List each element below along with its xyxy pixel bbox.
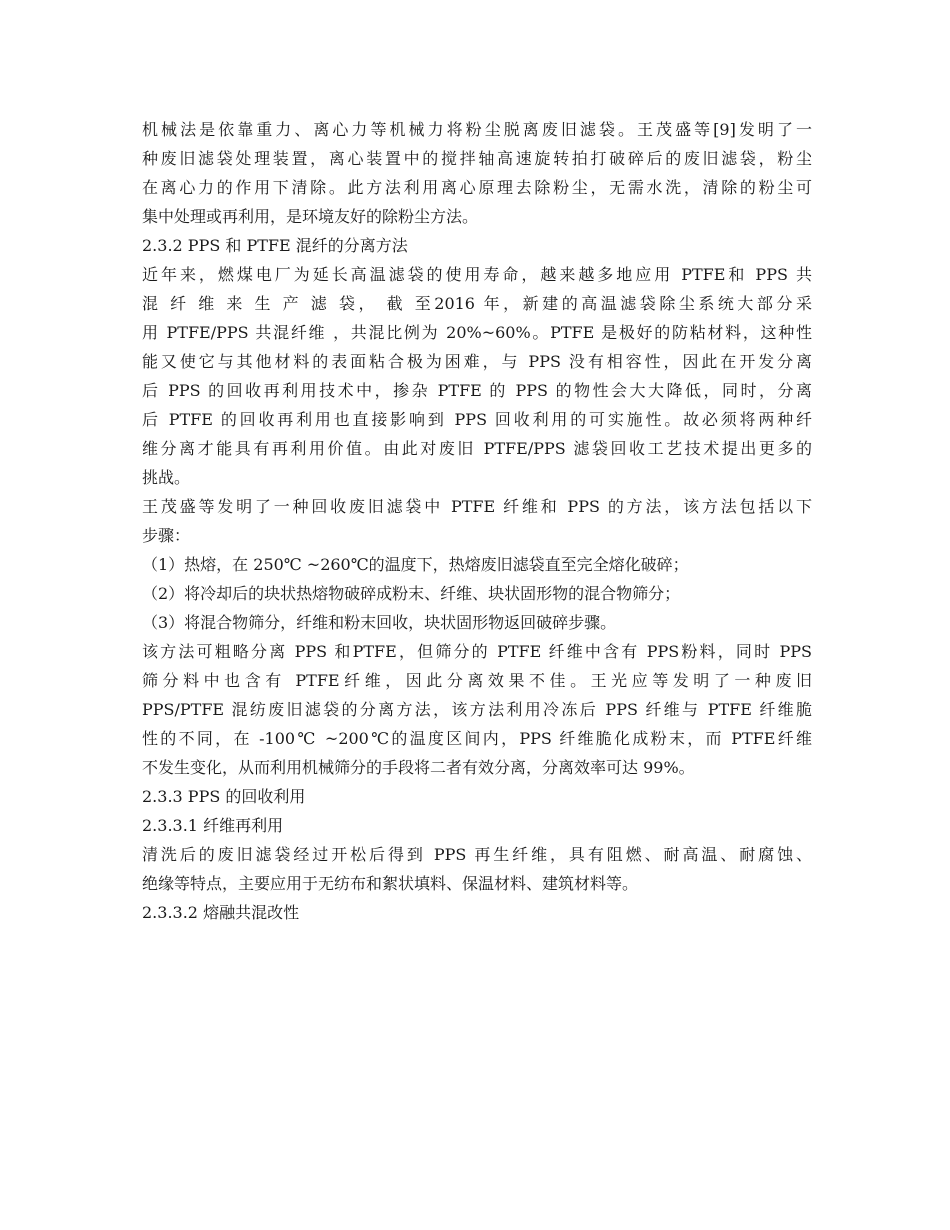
text-line: 清洗后的废旧滤袋经过开松后得到 PPS 再生纤维，具有阻燃、耐高温、耐腐蚀、 <box>142 845 812 864</box>
text-line: PPS/PTFE 混纺废旧滤袋的分离方法，该方法利用冷冻后 PPS 纤维与 PTFE 纤维脆 <box>142 700 812 719</box>
text-line: （3）将混合物筛分，纤维和粉末回收，块状固形物返回破碎步骤。 <box>142 613 617 632</box>
text-line: 集中处理或再利用，是环境友好的除粉尘方法。 <box>142 207 479 226</box>
text-line: 不发生变化，从而利用机械筛分的手段将二者有效分离，分离效率可达 99%。 <box>142 758 695 777</box>
text-line: 2.3.2 PPS 和 PTFE 混纤的分离方法 <box>142 236 408 255</box>
text-line: 步骤： <box>142 526 191 545</box>
text-line: （1）热熔，在 250℃ ~260℃的温度下，热熔废旧滤袋直至完全熔化破碎； <box>142 555 689 574</box>
text-line: 2.3.3.1 纤维再利用 <box>142 816 284 835</box>
text-line: 王茂盛等发明了一种回收废旧滤袋中 PTFE 纤维和 PPS 的方法，该方法包括以下 <box>142 497 812 516</box>
text-line: 后 PTFE 的回收再利用也直接影响到 PPS 回收利用的可实施性。故必须将两种纤 <box>142 410 812 429</box>
text-line: 近年来，燃煤电厂为延长高温滤袋的使用寿命，越来越多地应用 PTFE和 PPS 共 <box>142 265 812 284</box>
text-line: 种废旧滤袋处理装置，离心装置中的搅拌轴高速旋转拍打破碎后的废旧滤袋，粉尘 <box>142 149 812 168</box>
text-line: 维分离才能具有再利用价值。由此对废旧 PTFE/PPS 滤袋回收工艺技术提出更多的 <box>142 439 812 458</box>
text-line: 性的不同，在 -100℃ ~200℃的温度区间内，PPS 纤维脆化成粉末，而 PTFE纤维 <box>142 729 812 748</box>
text-line: 筛分料中也含有 PTFE纤维，因此分离效果不佳。王光应等发明了一种废旧 <box>142 671 812 690</box>
text-line: 2.3.3 PPS 的回收利用 <box>142 787 306 806</box>
text-line: 挑战。 <box>142 468 191 487</box>
text-line: （2）将冷却后的块状热熔物破碎成粉末、纤维、块状固形物的混合物筛分； <box>142 584 681 603</box>
text-line: 用 PTFE/PPS 共混纤维 ，共混比例为 20%~60%。PTFE 是极好的防粘材料，这种性 <box>142 323 812 342</box>
text-line: 能又使它与其他材料的表面粘合极为困难，与 PPS 没有相容性，因此在开发分离 <box>142 352 812 371</box>
text-line: 绝缘等特点，主要应用于无纺布和絮状填料、保温材料、建筑材料等。 <box>142 874 639 893</box>
text-line: 在离心力的作用下清除。此方法利用离心原理去除粉尘，无需水洗，清除的粉尘可 <box>142 178 812 197</box>
text-line: 该方法可粗略分离 PPS 和PTFE，但筛分的 PTFE 纤维中含有 PPS粉料，同时 PPS <box>142 642 812 661</box>
text-line: 机械法是依靠重力、离心力等机械力将粉尘脱离废旧滤袋。王茂盛等[9]发明了一 <box>142 120 812 139</box>
text-line: 混 纤 维 来 生 产 滤 袋， 截 至2016 年，新建的高温滤袋除尘系统大部分采 <box>142 294 812 313</box>
document-page <box>142 115 812 927</box>
text-line: 2.3.3.2 熔融共混改性 <box>142 903 300 922</box>
text-line: 后 PPS 的回收再利用技术中，掺杂 PTFE 的 PPS 的物性会大大降低，同时，分离 <box>142 381 812 400</box>
